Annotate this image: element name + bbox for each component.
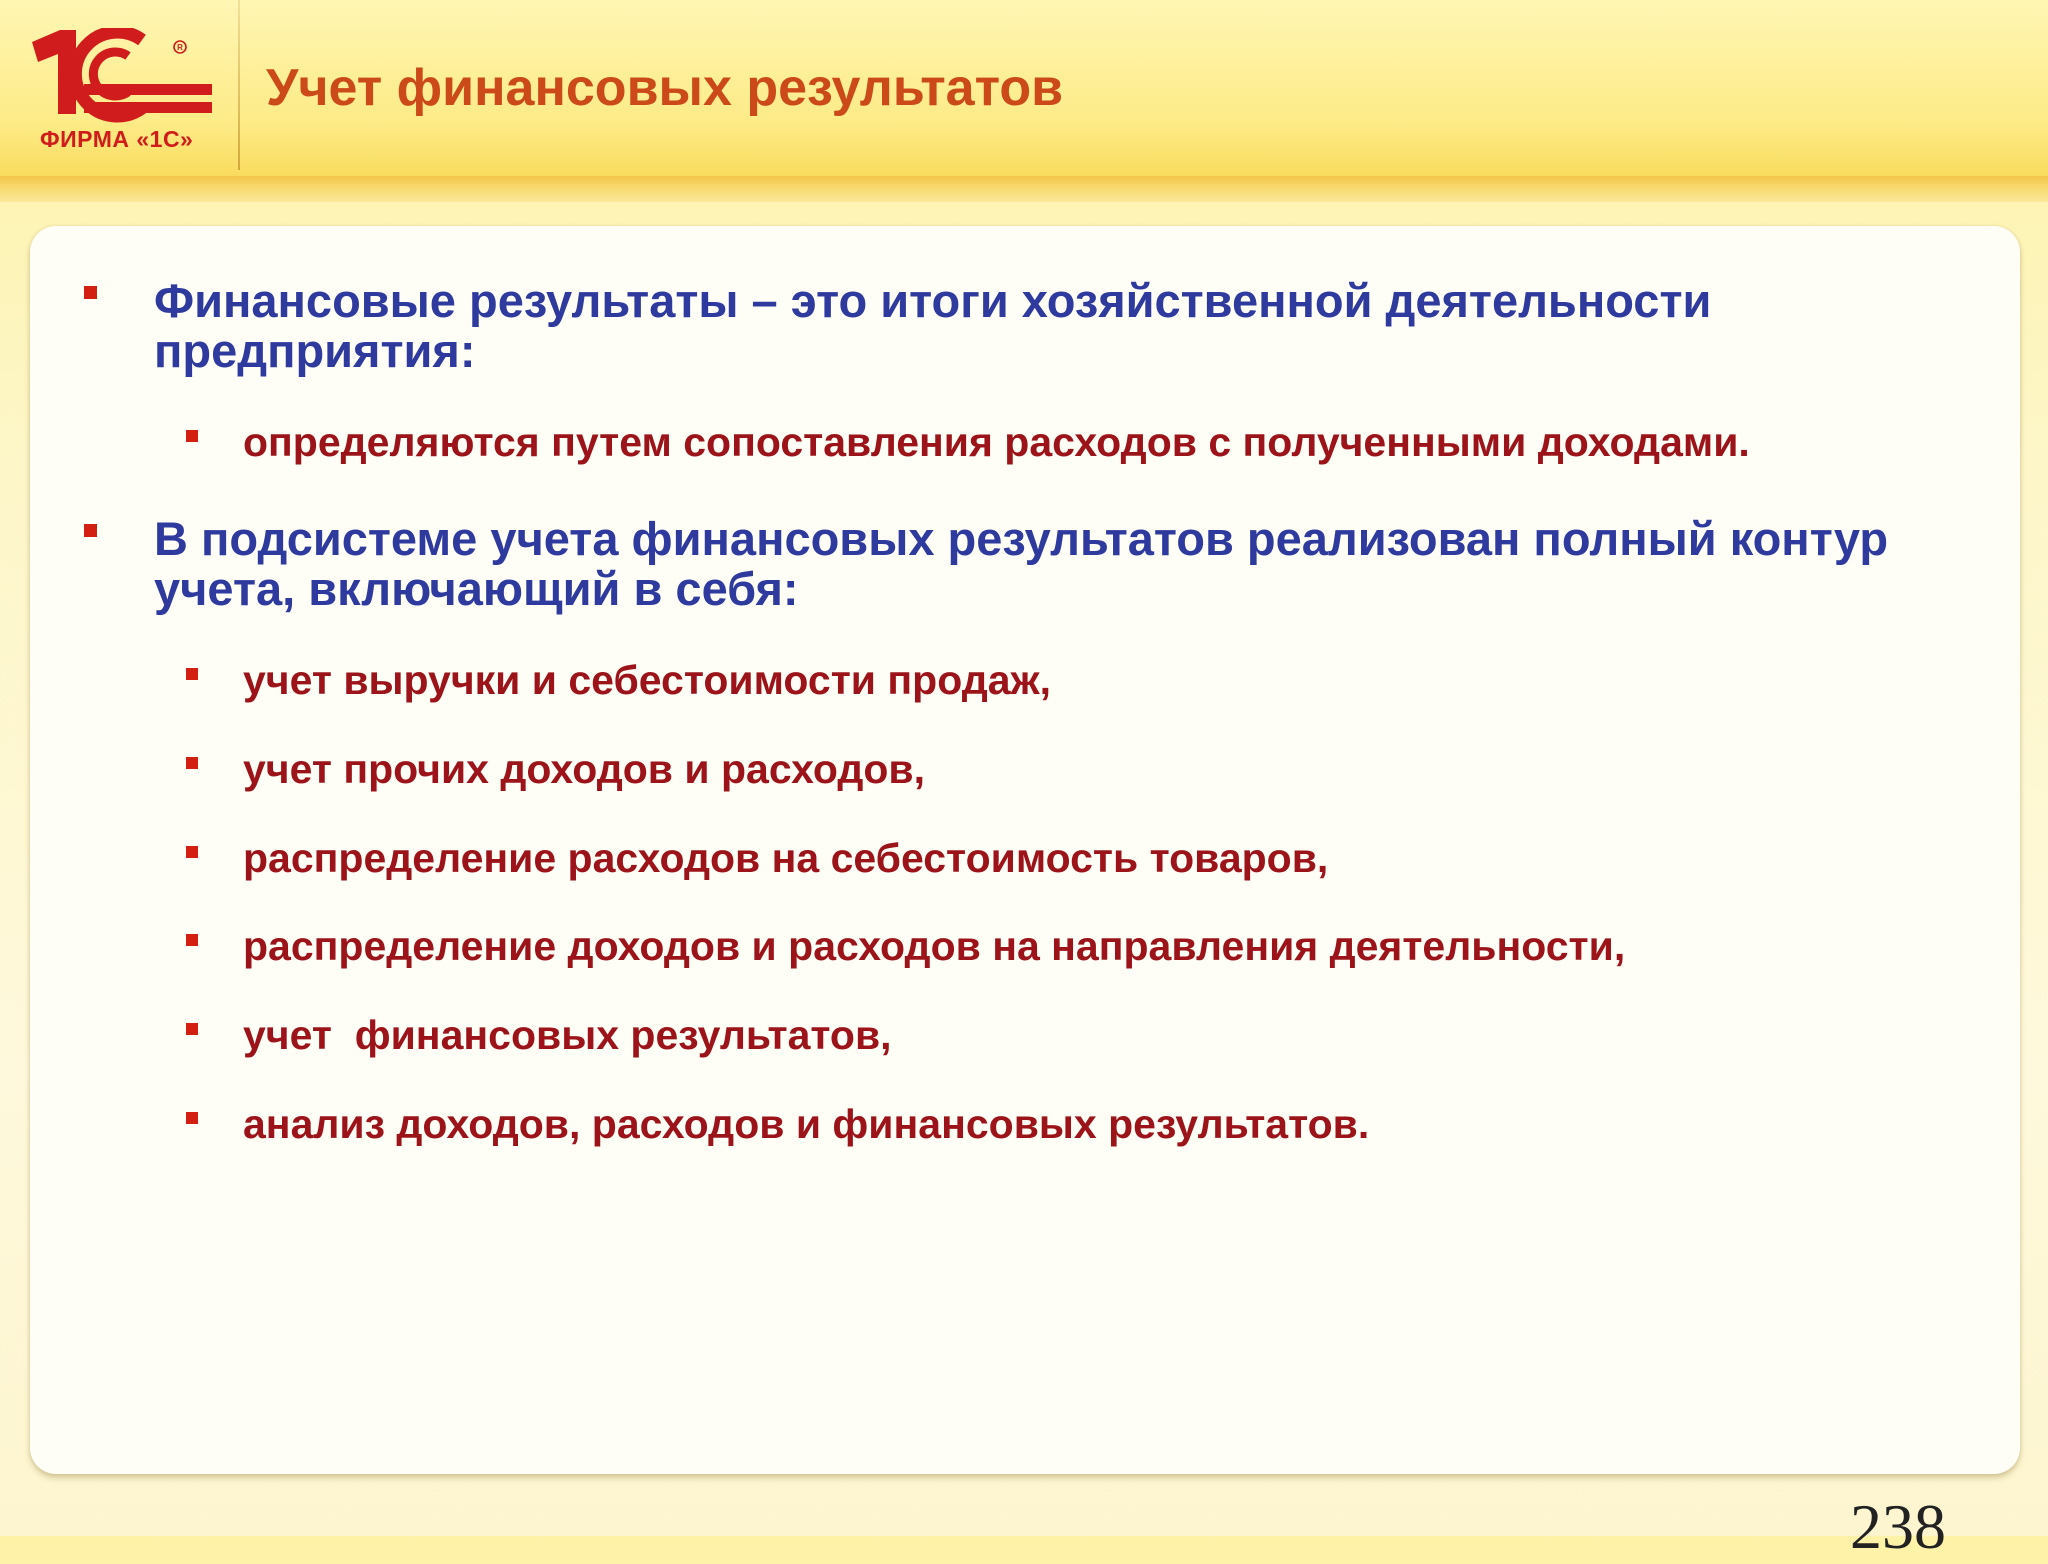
list-subitem: учет выручки и себестоимости продаж, bbox=[243, 657, 1051, 703]
page-title: Учет финансовых результатов bbox=[266, 59, 1064, 117]
bullet-icon bbox=[186, 1112, 198, 1124]
header-divider bbox=[238, 0, 240, 170]
list-subitem: анализ доходов, расходов и финансовых результатов. bbox=[243, 1101, 1370, 1147]
bullet-icon bbox=[186, 1023, 198, 1035]
list-item-financial-results: Финансовые результаты – это итоги хозяйственной деятельности предприятия: bbox=[154, 274, 1712, 377]
bullet-icon bbox=[186, 757, 198, 769]
header-accent-bar bbox=[0, 176, 2048, 202]
logo-caption: ФИРМА «1С» bbox=[40, 126, 194, 152]
list-subitem: учет финансовых результатов, bbox=[243, 1012, 892, 1058]
list-subitem: распределение расходов на себестоимость товаров, bbox=[243, 835, 1329, 881]
list-item-subsystem: В подсистеме учета финансовых результатов реализован полный контур учета, включающий в себя: bbox=[154, 512, 1889, 615]
bullet-icon bbox=[84, 286, 97, 299]
list-subitem: учет прочих доходов и расходов, bbox=[243, 746, 926, 792]
svg-text:R: R bbox=[177, 43, 183, 52]
bullet-icon bbox=[186, 846, 198, 858]
bullet-icon bbox=[186, 668, 198, 680]
bullet-icon bbox=[84, 524, 97, 537]
bullet-icon bbox=[186, 430, 198, 442]
page-number: 238 bbox=[1850, 1491, 1946, 1562]
bullet-icon bbox=[186, 934, 198, 946]
list-subitem: распределение доходов и расходов на направления деятельности, bbox=[243, 923, 1626, 969]
list-subitem: определяются путем сопоставления расходов с полученными доходами. bbox=[243, 419, 1750, 465]
